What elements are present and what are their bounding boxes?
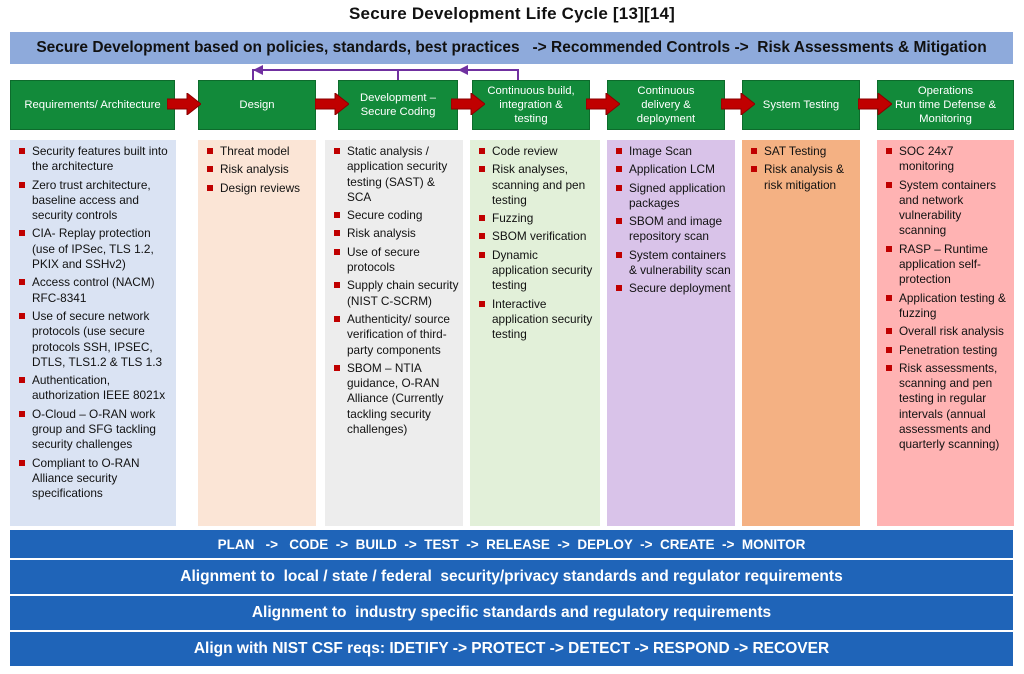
stage-item: SAT Testing: [748, 144, 856, 159]
stage-item: O-Cloud – O-RAN work group and SFG tackling security challenges: [16, 407, 172, 453]
stage-item: Overall risk analysis: [883, 324, 1010, 339]
policy-banner: Secure Development based on policies, standards, best practices -> Recommended Controls -> Risk Assessments & Mitigation: [10, 32, 1013, 64]
stage-header-operations: Operations Run time Defense & Monitoring: [877, 80, 1014, 130]
stage-column-design: [198, 140, 316, 526]
stage-column-delivery-deployment: [607, 140, 735, 526]
flow-arrow-icon: [858, 93, 892, 115]
stage-item: SBOM and image repository scan: [613, 214, 731, 245]
stage-item: Use of secure network protocols (use secure protocols SSH, IPSEC, DTLS, TLS1.2 & TLS 1.3: [16, 309, 172, 370]
stage-header-development: Development – Secure Coding: [338, 80, 458, 130]
stage-item-list: [883, 144, 1010, 453]
feedback-line-outer: [253, 70, 518, 80]
stage-item-list: [204, 144, 312, 196]
feedback-arrowhead-design-icon: [253, 65, 263, 75]
stage-item: SBOM – NTIA guidance, O-RAN Alliance (Currently tackling security challenges): [331, 361, 459, 437]
stage-item-list: [331, 144, 459, 437]
stage-item: Design reviews: [204, 181, 312, 196]
stage-item: Fuzzing: [476, 211, 596, 226]
flow-arrow-icon: [586, 93, 620, 115]
page-title: Secure Development Life Cycle [13][14]: [349, 4, 675, 23]
flow-arrow-icon: [451, 93, 485, 115]
stage-item: Authentication, authorization IEEE 8021x: [16, 373, 172, 404]
stage-item: Risk analyses, scanning and pen testing: [476, 162, 596, 208]
stage-item: Signed application packages: [613, 181, 731, 212]
stage-item-list: [16, 144, 172, 502]
stage-header-design: Design: [198, 80, 316, 130]
phase-flow-bar: PLAN -> CODE -> BUILD -> TEST -> RELEASE -> DEPLOY -> CREATE -> MONITOR: [10, 530, 1013, 558]
stage-item: Access control (NACM) RFC-8341: [16, 275, 172, 306]
stage-item: Risk analysis & risk mitigation: [748, 162, 856, 193]
stage-item: System containers & vulnerability scan: [613, 248, 731, 279]
stage-item-list: [748, 144, 856, 193]
stage-item: Application testing & fuzzing: [883, 291, 1010, 322]
stage-item: Interactive application security testing: [476, 297, 596, 343]
stage-item: Penetration testing: [883, 343, 1010, 358]
stage-item: CIA- Replay protection (use of IPSec, TLS 1.2, PKIX and SSHv2): [16, 226, 172, 272]
flow-arrow-icon: [167, 93, 201, 115]
stage-header-system-testing: System Testing: [742, 80, 860, 130]
stage-header-delivery-deployment: Continuous delivery & deployment: [607, 80, 725, 130]
stage-item: SOC 24x7 monitoring: [883, 144, 1010, 175]
stage-item: Secure deployment: [613, 281, 731, 296]
stage-item: Supply chain security (NIST C-SCRM): [331, 278, 459, 309]
stage-item: SBOM verification: [476, 229, 596, 244]
gov-alignment-bar: Alignment to local / state / federal security/privacy standards and regulator requirements: [10, 560, 1013, 594]
stage-item: Dynamic application security testing: [476, 248, 596, 294]
stage-item: Secure coding: [331, 208, 459, 223]
stage-column-system-testing: [742, 140, 860, 526]
stage-item: Compliant to O-RAN Alliance security specifications: [16, 456, 172, 502]
stage-item: Risk assessments, scanning and pen testing in regular intervals (annual assessments and quarterly scanning): [883, 361, 1010, 453]
stage-item: Application LCM: [613, 162, 731, 177]
stage-item: System containers and network vulnerability scanning: [883, 178, 1010, 239]
stage-item-list: [613, 144, 731, 297]
stage-item: Authenticity/ source verification of third-party components: [331, 312, 459, 358]
flow-arrow-icon: [315, 93, 349, 115]
stage-column-operations: [877, 140, 1014, 526]
stage-header-build-integration: Continuous build, integration & testing: [472, 80, 590, 130]
stage-item: Risk analysis: [331, 226, 459, 241]
stage-column-build-integration: [470, 140, 600, 526]
stage-item: Code review: [476, 144, 596, 159]
stage-column-requirements: [10, 140, 176, 526]
feedback-arrowhead-dev-icon: [458, 65, 468, 75]
stage-item: Image Scan: [613, 144, 731, 159]
stage-item: Security features built into the architecture: [16, 144, 172, 175]
stage-item: Threat model: [204, 144, 312, 159]
stage-item: Risk analysis: [204, 162, 312, 177]
stage-item-list: [476, 144, 596, 343]
stage-item: Static analysis / application security testing (SAST) & SCA: [331, 144, 459, 205]
stage-item: Zero trust architecture, baseline access and security controls: [16, 178, 172, 224]
nist-csf-bar: Align with NIST CSF reqs: IDETIFY -> PROTECT -> DETECT -> RESPOND -> RECOVER: [10, 632, 1013, 666]
stage-item: Use of secure protocols: [331, 245, 459, 276]
industry-alignment-bar: Alignment to industry specific standards and regulatory requirements: [10, 596, 1013, 630]
stage-header-requirements: Requirements/ Architecture: [10, 80, 175, 130]
flow-arrow-icon: [721, 93, 755, 115]
stage-item: RASP – Runtime application self-protection: [883, 242, 1010, 288]
stage-column-development: [325, 140, 463, 526]
